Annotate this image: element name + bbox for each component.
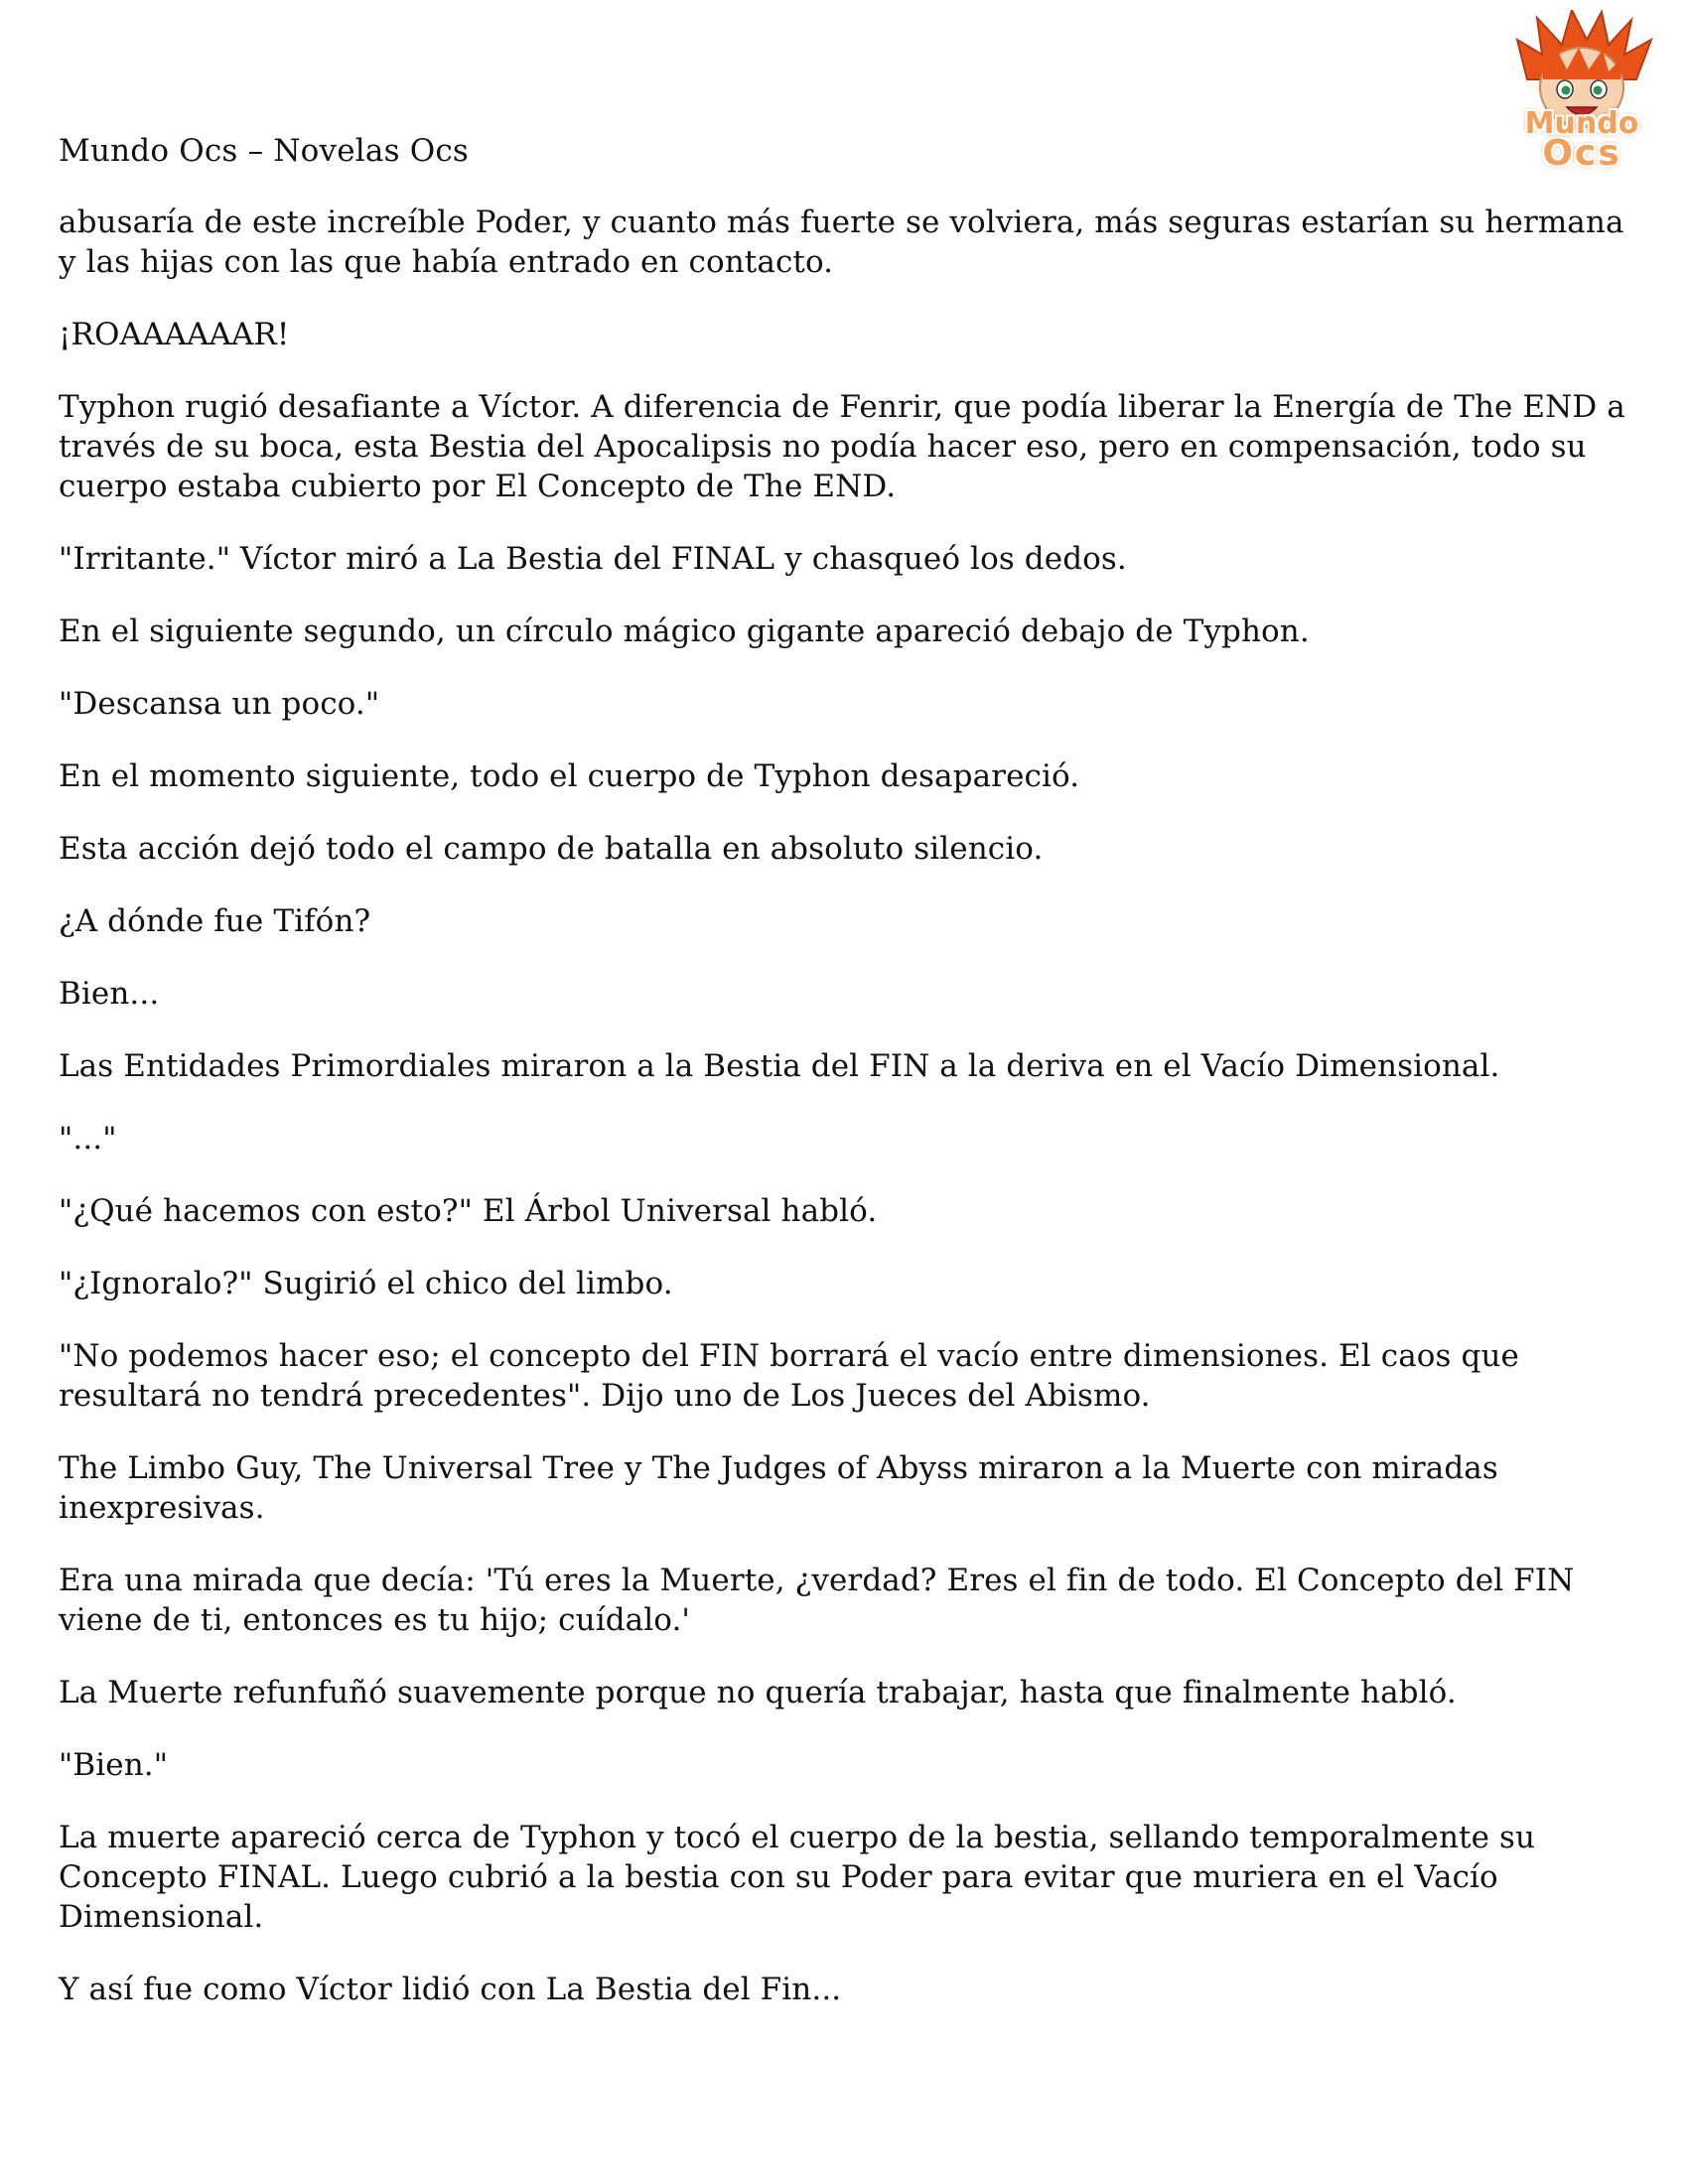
paragraph: "Irritante." Víctor miró a La Bestia del FINAL y chasqueó los dedos. [59,541,1127,577]
mundo-ocs-logo [1497,10,1666,184]
paragraph: abusaría de este increíble Poder, y cuanto más fuerte se volviera, más seguras estarían su hermana y las hijas con las que había entrado en contacto. [59,205,1624,280]
paragraph: "Descansa un poco." [59,686,380,722]
paragraph: La muerte apareció cerca de Typhon y tocó el cuerpo de la bestia, sellando temporalmente su Concepto FINAL. Luego cubrió a la bestia con su Poder para evitar que muriera en el Vacío Dimensional. [59,1820,1536,1935]
paragraph: "No podemos hacer eso; el concepto del FIN borrará el vacío entre dimensiones. El caos que resultará no tendrá precedentes". Dijo uno de Los Jueces del Abismo. [59,1338,1519,1414]
paragraph: "..." [59,1121,117,1157]
paragraph: En el siguiente segundo, un círculo mágico gigante apareció debajo de Typhon. [59,614,1310,649]
paragraph: ¡ROAAAAAAR! [59,317,290,352]
paragraph: Las Entidades Primordiales miraron a la Bestia del FIN a la deriva en el Vacío Dimensional. [59,1048,1500,1084]
paragraph: Era una mirada que decía: 'Tú eres la Muerte, ¿verdad? Eres el fin de todo. El Concepto del FIN viene de ti, entonces es tu hijo; cuídalo.' [59,1563,1575,1638]
paragraph: The Limbo Guy, The Universal Tree y The Judges of Abyss miraron a la Muerte con miradas inexpresivas. [59,1450,1498,1526]
paragraph: Bien... [59,976,160,1012]
paragraph: La Muerte refunfuñó suavemente porque no quería trabajar, hasta que finalmente habló. [59,1675,1457,1710]
logo-text-line2: Ocs [1542,133,1621,174]
paragraph: En el momento siguiente, todo el cuerpo de Typhon desapareció. [59,758,1080,794]
paragraph: "¿Ignoralo?" Sugirió el chico del limbo. [59,1266,673,1301]
paragraph: "Bien." [59,1747,169,1783]
novel-body [59,203,1647,2042]
site-header-title: Mundo Ocs – Novelas Ocs [59,133,470,169]
logo-text-line1: Mundo [1524,106,1639,141]
paragraph: Y así fue como Víctor lidió con La Bestia del Fin... [59,1972,842,2007]
paragraph: Esta acción dejó todo el campo de batalla en absoluto silencio. [59,831,1044,867]
paragraph: ¿A dónde fue Tifón? [59,903,371,939]
paragraph: Typhon rugió desafiante a Víctor. A diferencia de Fenrir, que podía liberar la Energía de The END a través de su boca, esta Bestia del Apocalipsis no podía hacer eso, pero en compensación, todo su cuerpo estaba cubierto por El Concepto de The END. [59,389,1625,504]
logo-wordmark [1497,106,1666,174]
paragraph: "¿Qué hacemos con esto?" El Árbol Universal habló. [59,1193,878,1229]
